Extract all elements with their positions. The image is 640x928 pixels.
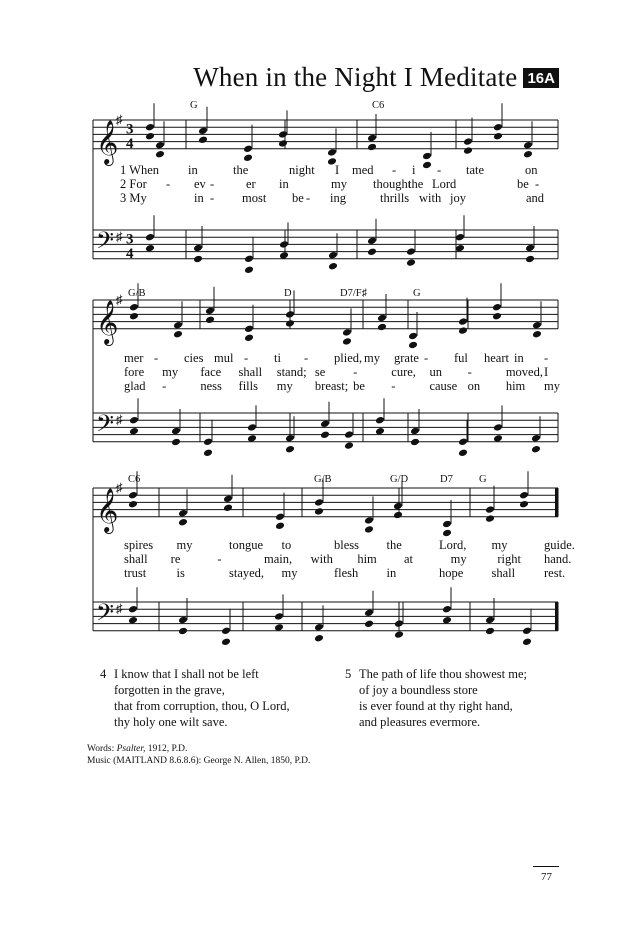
notehead <box>314 634 324 643</box>
stanza-4-line-2: forgotten in the grave, <box>114 683 225 697</box>
notehead <box>393 502 403 511</box>
notehead <box>320 420 330 429</box>
time-signature-bottom: 4 <box>126 245 134 262</box>
lyric-syllable: ful <box>454 351 468 365</box>
notehead <box>463 137 473 146</box>
notehead <box>458 326 468 335</box>
lyric-syllable: plied, <box>334 351 363 365</box>
chord-symbol: C6 <box>128 474 141 485</box>
lyric-syllable: joy <box>450 191 466 205</box>
lyric-syllable: - <box>353 365 358 379</box>
lyric-syllable: I <box>335 163 340 177</box>
key-sharp-icon: ♯ <box>116 112 123 127</box>
lyric-syllable: stand; <box>276 365 307 379</box>
notehead <box>198 127 208 136</box>
lyric-syllable: grate <box>394 351 419 365</box>
notehead <box>367 237 377 246</box>
lyric-syllable: night <box>289 163 315 177</box>
notehead <box>410 438 420 447</box>
lyric-syllable: thought <box>373 177 412 191</box>
notehead <box>243 154 253 163</box>
notehead <box>406 258 416 267</box>
chord-symbol: G/D <box>390 474 409 485</box>
notehead <box>525 255 535 264</box>
lyric-syllable: my <box>491 538 508 552</box>
notehead <box>129 303 139 312</box>
lyric-syllable: er <box>246 177 256 191</box>
notehead <box>367 134 377 143</box>
notehead <box>492 303 502 312</box>
lyric-syllable: glad <box>124 379 146 393</box>
lyric-syllable: - <box>217 552 222 566</box>
notehead <box>243 145 253 154</box>
notehead <box>485 616 495 625</box>
lyric-syllable: on <box>525 163 538 177</box>
key-sharp-icon: ♯ <box>116 480 123 495</box>
notehead <box>221 627 231 636</box>
notehead <box>531 445 541 454</box>
lyric-syllable: breast; <box>314 379 349 393</box>
lyric-syllable: heart <box>484 351 509 365</box>
treble-clef-icon: 𝄞 <box>96 489 119 532</box>
lyric-syllable: spires <box>124 538 154 552</box>
notehead <box>422 161 432 170</box>
stanza-5-line-1: The path of life thou showest me; <box>359 667 528 681</box>
lyric-syllable: shall <box>238 365 263 379</box>
stanza-5-line-2: of joy a boundless store <box>359 683 478 697</box>
hymn-title: When in the Night I Meditate <box>193 62 518 92</box>
lyric-syllable: be <box>292 191 304 205</box>
lyric-syllable: in <box>194 191 204 205</box>
lyric-syllable: my <box>281 566 298 580</box>
notehead <box>519 491 529 500</box>
stanza-5-number: 5 <box>345 667 352 681</box>
notehead <box>523 141 533 150</box>
hymn-number-badge: 16A <box>523 68 559 88</box>
lyric-syllable: guide. <box>544 538 575 552</box>
notehead <box>129 312 139 321</box>
notehead <box>458 438 468 447</box>
notehead <box>522 638 532 647</box>
notehead <box>193 255 203 264</box>
lyric-syllable: - <box>306 191 311 205</box>
notehead <box>178 509 188 518</box>
notehead <box>279 240 289 249</box>
key-sharp-icon: ♯ <box>116 229 123 245</box>
notehead <box>285 319 295 328</box>
lyric-syllable: cause <box>429 379 458 393</box>
lyric-syllable: and <box>526 191 545 205</box>
lyric-syllable: tongue <box>229 538 264 552</box>
notehead <box>129 416 139 425</box>
key-sharp-icon: ♯ <box>116 292 123 307</box>
lyric-syllable: be <box>353 379 365 393</box>
chord-symbol: G <box>479 474 487 485</box>
lyric-syllable: cure, <box>391 365 416 379</box>
words-credit: Words: Psalter, 1912, P.D. <box>87 744 188 754</box>
notehead <box>493 132 503 141</box>
lyric-syllable: him <box>357 552 377 566</box>
notehead <box>522 627 532 636</box>
notehead <box>275 522 285 531</box>
notehead <box>320 431 330 440</box>
notehead <box>145 233 155 242</box>
lyric-syllable: flesh <box>334 566 359 580</box>
notehead <box>367 248 377 257</box>
notehead <box>485 627 495 636</box>
notehead <box>198 136 208 145</box>
lyric-syllable: in <box>188 163 198 177</box>
lyric-syllable: med <box>352 163 374 177</box>
lyric-syllable: se <box>314 365 326 379</box>
notehead <box>285 445 295 454</box>
notehead <box>532 321 542 330</box>
notehead <box>394 619 404 628</box>
notehead <box>525 244 535 253</box>
notehead <box>178 616 188 625</box>
stanza-4 <box>100 666 290 730</box>
lyric-syllable: ing <box>330 191 346 205</box>
lyric-syllable: - <box>535 177 540 191</box>
notehead <box>247 423 257 432</box>
stanza-4-line-3: that from corruption, thou, O Lord, <box>114 699 290 713</box>
lyric-syllable: the <box>386 538 402 552</box>
notehead <box>442 605 452 614</box>
notehead <box>223 495 233 504</box>
lyric-syllable: ev <box>194 177 206 191</box>
lyric-syllable: mer <box>124 351 144 365</box>
notehead <box>244 255 254 264</box>
lyric-syllable: my <box>162 365 179 379</box>
treble-clef-icon: 𝄞 <box>96 121 119 164</box>
notehead <box>408 332 418 341</box>
time-signature-top: 3 <box>126 231 134 248</box>
final-barline <box>555 602 558 631</box>
notehead <box>455 233 465 242</box>
lyric-syllable: my <box>276 379 293 393</box>
notehead <box>342 337 352 346</box>
notehead <box>493 423 503 432</box>
lyric-syllable: at <box>404 552 414 566</box>
chord-symbol: C6 <box>372 100 385 111</box>
chord-symbol: D <box>284 288 292 299</box>
lyric-syllable: - <box>210 177 215 191</box>
notehead <box>485 514 495 523</box>
notehead <box>422 152 432 161</box>
notehead <box>364 516 374 525</box>
lyric-syllable: right <box>497 552 521 566</box>
lyric-syllable: face <box>200 365 222 379</box>
lyric-syllable: be <box>517 177 529 191</box>
chord-symbol: D7/F♯ <box>340 288 367 299</box>
lyric-syllable: re <box>170 552 181 566</box>
lyric-syllable: 1 When <box>120 163 159 177</box>
lyric-syllable: - <box>162 379 167 393</box>
lyric-syllable: 3 My <box>120 191 147 205</box>
key-sharp-icon: ♯ <box>116 601 123 617</box>
notehead <box>278 139 288 148</box>
notehead <box>519 500 529 509</box>
lyric-syllable: Lord, <box>439 538 467 552</box>
lyric-syllable: trust <box>124 566 147 580</box>
lyric-syllable: ness <box>200 379 222 393</box>
lyric-syllable: un <box>429 365 442 379</box>
notehead <box>375 416 385 425</box>
notehead <box>178 627 188 636</box>
notehead <box>367 143 377 152</box>
notehead <box>442 520 452 529</box>
lyric-syllable: - <box>391 379 396 393</box>
lyric-syllable: - <box>424 351 429 365</box>
notehead <box>145 132 155 141</box>
notehead <box>327 148 337 157</box>
notehead <box>171 427 181 436</box>
lyric-syllable: most <box>242 191 267 205</box>
notehead <box>244 325 254 334</box>
lyric-syllable: - <box>544 351 549 365</box>
notehead <box>205 307 215 316</box>
notehead <box>314 507 324 516</box>
lyric-syllable: mul <box>214 351 234 365</box>
lyric-syllable: with <box>419 191 442 205</box>
lyric-syllable: - <box>304 351 309 365</box>
notehead <box>314 498 324 507</box>
chord-symbol: D7 <box>440 474 453 485</box>
time-signature-top: 3 <box>126 121 134 138</box>
chord-symbol: G <box>190 100 198 111</box>
notehead <box>223 504 233 513</box>
lyric-syllable: fore <box>124 365 145 379</box>
lyric-syllable: - <box>467 365 472 379</box>
notehead <box>171 438 181 447</box>
lyric-syllable: my <box>450 552 467 566</box>
lyric-syllable: my <box>364 351 380 365</box>
lyric-syllable: the <box>408 177 424 191</box>
page-number-rule <box>533 866 559 867</box>
lyric-syllable: my <box>331 177 347 191</box>
lyric-syllable: him <box>505 379 526 393</box>
notehead <box>173 330 183 339</box>
notehead <box>485 505 495 514</box>
lyric-syllable: - <box>392 163 397 177</box>
lyric-syllable: is <box>176 566 185 580</box>
lyric-syllable: i <box>412 163 416 177</box>
notehead <box>492 312 502 321</box>
notehead <box>244 334 254 343</box>
notehead <box>203 449 213 458</box>
notehead <box>178 518 188 527</box>
notehead <box>145 123 155 132</box>
notehead <box>458 449 468 458</box>
notehead <box>285 310 295 319</box>
lyric-syllable: bless <box>334 538 359 552</box>
lyric-syllable: with <box>310 552 333 566</box>
notehead <box>364 525 374 534</box>
lyric-syllable: moved, <box>505 365 543 379</box>
lyric-syllable: in <box>386 566 397 580</box>
notehead <box>314 623 324 632</box>
stanza-4-number: 4 <box>100 667 107 681</box>
notehead <box>394 630 404 639</box>
key-sharp-icon: ♯ <box>116 412 123 428</box>
lyric-syllable: to <box>281 538 292 552</box>
bass-clef-icon: 𝄢 <box>96 600 115 632</box>
notehead <box>205 316 215 325</box>
notehead <box>458 317 468 326</box>
notehead <box>344 430 354 439</box>
final-barline <box>555 488 558 517</box>
lyric-syllable: Lord <box>432 177 457 191</box>
lyric-syllable: on <box>467 379 481 393</box>
lyric-syllable: ti <box>274 351 281 365</box>
stanza-4-line-1: I know that I shall not be left <box>114 667 259 681</box>
notehead <box>328 262 338 271</box>
notehead <box>128 605 138 614</box>
time-signature-bottom: 4 <box>126 135 134 152</box>
notehead <box>244 266 254 275</box>
lyric-syllable: my <box>176 538 193 552</box>
chord-symbol: G/B <box>128 288 146 299</box>
lyric-syllable: main, <box>264 552 293 566</box>
lyric-syllable: I <box>544 365 549 379</box>
notehead <box>442 529 452 538</box>
lyric-syllable: tate <box>466 163 485 177</box>
lyric-syllable: - <box>437 163 442 177</box>
lyric-syllable: hope <box>439 566 464 580</box>
notehead <box>364 609 374 618</box>
notehead <box>128 500 138 509</box>
stanza-5-line-4: and pleasures evermore. <box>359 715 481 729</box>
notehead <box>393 511 403 520</box>
lyric-syllable: - <box>210 191 215 205</box>
lyric-syllable: in <box>279 177 289 191</box>
lyric-syllable: hand. <box>544 552 572 566</box>
lyric-syllable: stayed, <box>229 566 265 580</box>
notehead <box>193 244 203 253</box>
notehead <box>531 434 541 443</box>
notehead <box>274 612 284 621</box>
notehead <box>203 438 213 447</box>
lyric-syllable: shall <box>491 566 516 580</box>
lyric-syllable: cies <box>184 351 204 365</box>
notehead <box>406 247 416 256</box>
notehead <box>173 321 183 330</box>
lyric-syllable: - <box>244 351 249 365</box>
treble-clef-icon: 𝄞 <box>96 301 119 344</box>
bass-clef-icon: 𝄢 <box>96 228 115 260</box>
chord-symbol: G <box>413 288 421 299</box>
notehead <box>275 513 285 522</box>
notehead <box>128 491 138 500</box>
notehead <box>328 251 338 260</box>
lyric-syllable: thrills <box>380 191 410 205</box>
lyric-syllable: rest. <box>544 566 566 580</box>
notehead <box>377 323 387 332</box>
chord-symbol: G/B <box>314 474 332 485</box>
notehead <box>463 146 473 155</box>
notehead <box>155 150 165 159</box>
music-credit: Music (MAITLAND 8.6.8.6): George N. Allen, 1850, P.D. <box>87 756 311 766</box>
lyric-syllable: - <box>166 177 171 191</box>
lyric-syllable: in <box>514 351 524 365</box>
stanza-5-line-3: is ever found at thy right hand, <box>359 699 513 713</box>
lyric-syllable: the <box>233 163 249 177</box>
notehead <box>523 150 533 159</box>
lyric-syllable: fills <box>238 379 258 393</box>
page-number: 77 <box>541 871 552 883</box>
notehead <box>285 434 295 443</box>
lyric-syllable: my <box>544 379 560 393</box>
notehead <box>532 330 542 339</box>
notehead <box>410 427 420 436</box>
notehead <box>155 141 165 150</box>
notehead <box>342 328 352 337</box>
notehead <box>377 314 387 323</box>
notehead <box>278 130 288 139</box>
notehead <box>344 441 354 450</box>
bass-clef-icon: 𝄢 <box>96 411 115 443</box>
stanza-5 <box>345 666 527 730</box>
notehead <box>221 638 231 647</box>
lyric-syllable: - <box>154 351 159 365</box>
lyric-syllable: 2 For <box>120 177 147 191</box>
lyric-syllable: shall <box>124 552 148 566</box>
notehead <box>408 341 418 350</box>
credits <box>87 743 310 767</box>
stanza-4-line-4: thy holy one wilt save. <box>114 715 228 729</box>
notehead <box>493 123 503 132</box>
notehead <box>364 620 374 629</box>
